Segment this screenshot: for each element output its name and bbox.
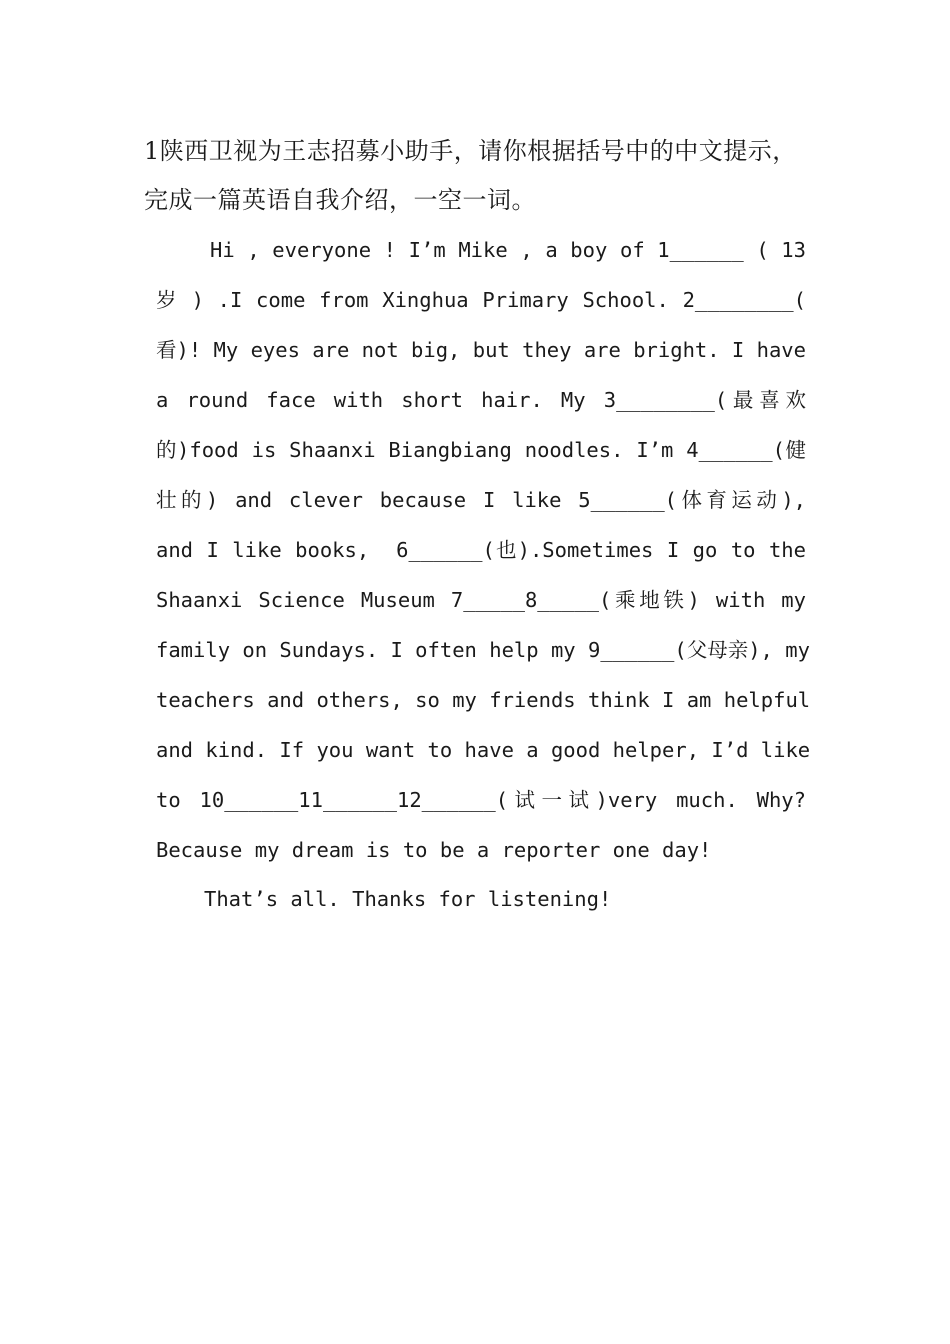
closing-line: That’s all. Thanks for listening! bbox=[204, 887, 612, 911]
passage-line-12: to 10______11______12______(试一试)very much. Why? bbox=[156, 788, 806, 812]
passage-line-3: 看)! My eyes are not big, but they are bright. I have bbox=[156, 338, 806, 362]
question-title-line-1: 1陕西卫视为王志招募小助手，请你根据括号中的中文提示， bbox=[144, 137, 797, 165]
passage-line-11: and kind. If you want to have a good helper, I’d like bbox=[156, 738, 811, 762]
passage-line-7: and I like books, 6______(也).Sometimes I go to the bbox=[156, 538, 806, 562]
passage-line-2: 岁 ) .I come from Xinghua Primary School. 2________( bbox=[156, 288, 806, 312]
passage-line-1: Hi , everyone ! I’m Mike , a boy of 1______ ( 13 bbox=[210, 238, 806, 262]
passage-line-8: Shaanxi Science Museum 7_____8_____(乘地铁) with my bbox=[156, 588, 806, 612]
passage-line-4: a round face with short hair. My 3________(最喜欢 bbox=[156, 388, 806, 412]
question-title-line-2: 完成一篇英语自我介绍，一空一词。 bbox=[144, 186, 536, 214]
passage-line-6: 壮的) and clever because I like 5______(体育运动), bbox=[156, 488, 806, 512]
passage-line-13: Because my dream is to be a reporter one day! bbox=[156, 838, 712, 862]
passage-line-10: teachers and others, so my friends think I am helpful bbox=[156, 688, 811, 712]
passage-line-5: 的)food is Shaanxi Biangbiang noodles. I’m 4______(健 bbox=[156, 438, 806, 462]
passage-line-9: family on Sundays. I often help my 9______(父母亲), my bbox=[156, 638, 810, 662]
